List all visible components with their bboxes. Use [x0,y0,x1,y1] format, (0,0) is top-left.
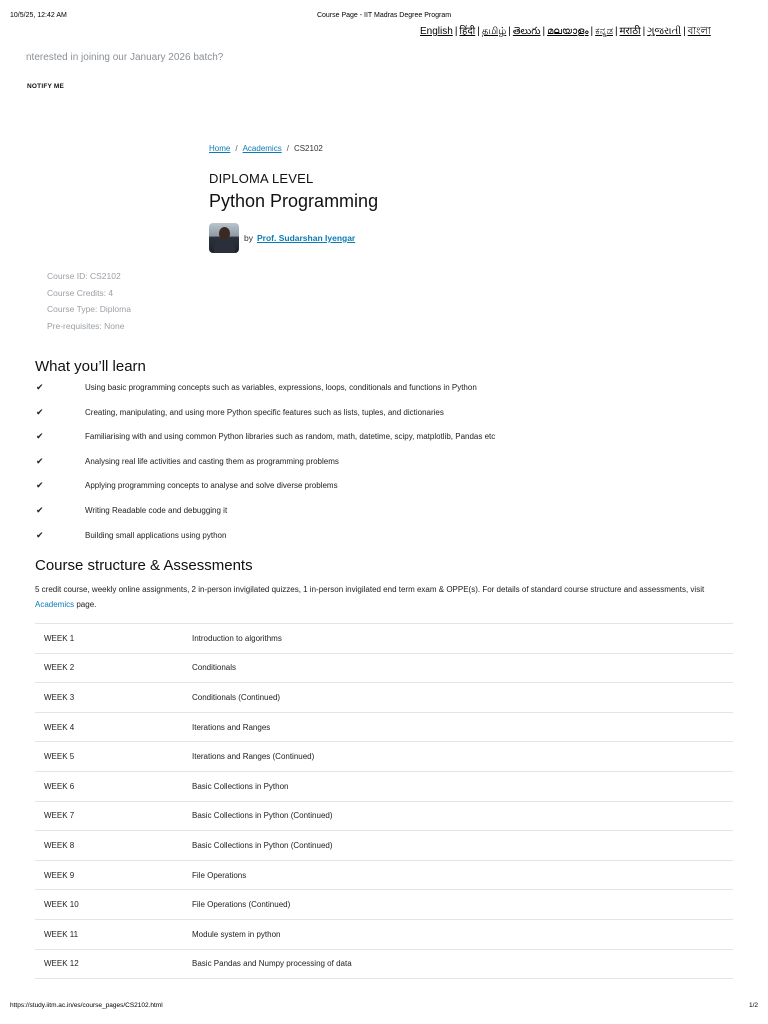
instructor-row [209,223,355,253]
checkmark-icon: ✔ [36,431,44,442]
table-row [35,624,733,654]
table-row [35,919,733,949]
lang-gujarati[interactable]: ગુજરાતી [647,26,682,37]
breadcrumb-home[interactable]: Home [209,144,231,153]
week-topic: Iterations and Ranges [192,722,271,732]
checkmark-icon: ✔ [36,382,44,392]
breadcrumb [209,144,323,153]
week-label: WEEK 12 [44,959,79,969]
checkmark-icon: ✔ [36,480,44,491]
language-bar: English | हिंदी | தமிழ் | తెలుగు | മലയാളം | ಕನ್ನಡ | मराठी | ગુજરાતી | বাংলা [420,26,711,37]
print-url: https://study.iitm.ac.in/es/course_pages/CS2102.html [10,1002,163,1009]
course-meta [47,268,131,334]
weeks-table [35,623,733,979]
learn-item: ✔ Building small applications using python [36,529,227,540]
course-id: Course ID: CS2102 [47,271,121,281]
lang-telugu[interactable]: తెలుగు [512,26,541,37]
week-label: WEEK 8 [44,840,75,850]
lang-marathi[interactable]: मराठी [619,26,641,37]
lang-hindi[interactable]: हिंदी [459,26,476,37]
week-topic: Conditionals [192,663,237,673]
checkmark-icon: ✔ [36,406,44,417]
breadcrumb-separator: / [235,144,238,153]
table-row [35,949,733,979]
table-row [35,683,733,713]
page-title: Python Programming [209,191,379,211]
learn-item: ✔ Using basic programming concepts such as variables, expressions, loops, conditionals and functions in Python [36,382,477,392]
table-row [35,831,733,861]
lang-english[interactable]: English [420,26,453,37]
table-row [35,890,733,920]
print-page-number: 1/2 [748,1002,758,1009]
course-level: DIPLOMA LEVEL [209,171,314,186]
notify-me-button[interactable]: NOTIFY ME [27,83,65,90]
lang-bengali[interactable]: বাংলা [687,26,711,37]
assessments-heading: Course structure & Assessments [35,557,253,574]
week-topic: Basic Pandas and Numpy processing of data [192,959,352,969]
week-label: WEEK 3 [44,692,75,702]
week-label: WEEK 1 [44,633,75,643]
table-row [35,742,733,772]
table-row [35,712,733,742]
instructor-avatar [209,223,239,253]
week-topic: Basic Collections in Python [192,781,289,791]
week-topic: File Operations [192,870,247,880]
week-topic: Module system in python [192,929,281,939]
by-label: by [244,233,253,243]
learn-item: ✔ Applying programming concepts to analyse and solve diverse problems [36,480,338,491]
week-label: WEEK 2 [44,663,75,673]
table-row [35,860,733,890]
week-label: WEEK 10 [44,900,79,910]
table-row [35,653,733,683]
instructor-link[interactable]: Prof. Sudarshan Iyengar [256,233,356,243]
breadcrumb-current: CS2102 [293,144,323,153]
week-label: WEEK 5 [44,752,75,762]
assessments-desc-text: 5 credit course, weekly online assignments, 2 in-person invigilated quizzes, 1 in-person invigilated end term exam & OPPE(s). For details of standard course structure and assessments, visit [35,585,705,594]
table-row [35,771,733,801]
week-label: WEEK 4 [44,722,75,732]
print-datetime: 10/5/25, 12:42 AM [10,12,67,19]
academics-link[interactable]: Academics [35,600,75,609]
week-topic: Basic Collections in Python (Continued) [192,811,333,821]
week-topic: Basic Collections in Python (Continued) [192,840,333,850]
week-topic: Iterations and Ranges (Continued) [192,752,315,762]
assessments-description [35,582,735,612]
week-topic: Introduction to algorithms [192,633,282,643]
course-prereq: Pre-requisites: None [47,320,125,331]
learn-item: ✔ Creating, manipulating, and using more Python specific features such as lists, tuples, and dictionaries [36,406,444,417]
print-title: Course Page - IIT Madras Degree Program [316,12,452,19]
course-type: Course Type: Diploma [47,304,131,314]
week-label: WEEK 6 [44,781,75,791]
week-label: WEEK 11 [44,929,79,939]
week-label: WEEK 7 [44,811,75,821]
breadcrumb-academics[interactable]: Academics [242,144,282,153]
lang-malayalam[interactable]: മലയാളം [547,26,589,37]
lang-tamil[interactable]: தமிழ் [481,26,507,37]
course-credits: Course Credits: 4 [47,287,114,298]
week-topic: Conditionals (Continued) [192,692,281,702]
assessments-desc-tail: page. [74,600,97,609]
checkmark-icon: ✔ [36,529,44,540]
learn-item: ✔ Writing Readable code and debugging it [36,504,228,515]
week-label: WEEK 9 [44,870,75,880]
checkmark-icon: ✔ [36,504,44,515]
learn-heading: What you’ll learn [35,358,146,375]
week-topic: File Operations (Continued) [192,900,291,910]
batch-banner-text: nterested in joining our January 2026 batch? [26,52,224,63]
breadcrumb-separator: / [286,144,289,153]
lang-kannada[interactable]: ಕನ್ನಡ [595,26,613,37]
learn-item: ✔ Familiarising with and using common Python libraries such as random, math, datetime, scipy, matplotlib, Pandas etc [36,431,496,442]
table-row [35,801,733,831]
learn-list [36,379,736,551]
checkmark-icon: ✔ [36,455,44,466]
learn-item: ✔ Analysing real life activities and casting them as programming problems [36,455,339,466]
